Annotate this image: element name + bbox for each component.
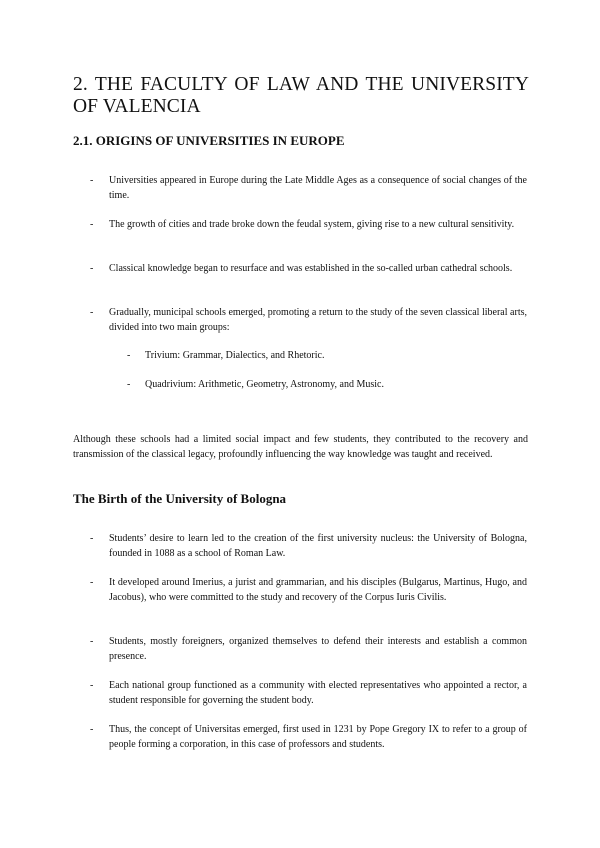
bullet-dash: - xyxy=(90,724,94,735)
bullet-dash: - xyxy=(90,175,94,186)
bullet-dash: - xyxy=(90,533,94,544)
sub-list-item-text: Trivium: Grammar, Dialectics, and Rhetoric. xyxy=(145,350,325,361)
list-item-text: Students’ desire to learn led to the creation of the first university nucleus: the University of Bologna, founded in 1088 as a school of Roman Law. xyxy=(109,533,527,559)
bullet-dash: - xyxy=(90,680,94,691)
bullet-dash: - xyxy=(90,263,94,274)
list-item-text: It developed around Imerius, a jurist and grammarian, and his disciples (Bulgarus, Martinus, Hugo, and Jacobus), who were committed to the study and recovery of the Corpus Iuris Civilis. xyxy=(109,577,527,603)
list-item-text: Thus, the concept of Universitas emerged, first used in 1231 by Pope Gregory IX to refer to a group of people forming a corporation, in this case of professors and students. xyxy=(109,724,527,750)
bullet-dash: - xyxy=(127,350,131,361)
bullet-dash: - xyxy=(90,307,94,318)
bullet-dash: - xyxy=(90,577,94,588)
bullet-dash: - xyxy=(127,379,131,390)
bologna-heading: The Birth of the University of Bologna xyxy=(73,491,287,506)
bullet-dash: - xyxy=(90,636,94,647)
bullet-dash: - xyxy=(90,219,94,230)
sub-list-item-text: Quadrivium: Arithmetic, Geometry, Astronomy, and Music. xyxy=(145,379,384,390)
list-item-text: Classical knowledge began to resurface and was established in the so-called urban cathedral schools. xyxy=(109,263,513,274)
list-item-text: Gradually, municipal schools emerged, promoting a return to the study of the seven classical liberal arts, divided into two main groups: xyxy=(109,307,527,333)
list-item-text: Each national group functioned as a community with elected representatives who appointed a rector, a student responsible for governing the student body. xyxy=(109,680,527,706)
list-item-text: Students, mostly foreigners, organized themselves to defend their interests and establish a common presence. xyxy=(109,636,527,662)
summary-paragraph: Although these schools had a limited social impact and few students, they contributed to the recovery and transmission of the classical legacy, profoundly influencing the way knowledge was taught and received. xyxy=(73,434,528,460)
list-item-text: Universities appeared in Europe during the Late Middle Ages as a consequence of social changes of the time. xyxy=(109,175,527,201)
section-heading: 2.1. ORIGINS OF UNIVERSITIES IN EUROPE xyxy=(73,133,345,148)
page-title: 2. THE FACULTY OF LAW AND THE UNIVERSITY OF VALENCIA xyxy=(73,74,529,117)
list-item-text: The growth of cities and trade broke down the feudal system, giving rise to a new cultural sensitivity. xyxy=(109,219,515,230)
